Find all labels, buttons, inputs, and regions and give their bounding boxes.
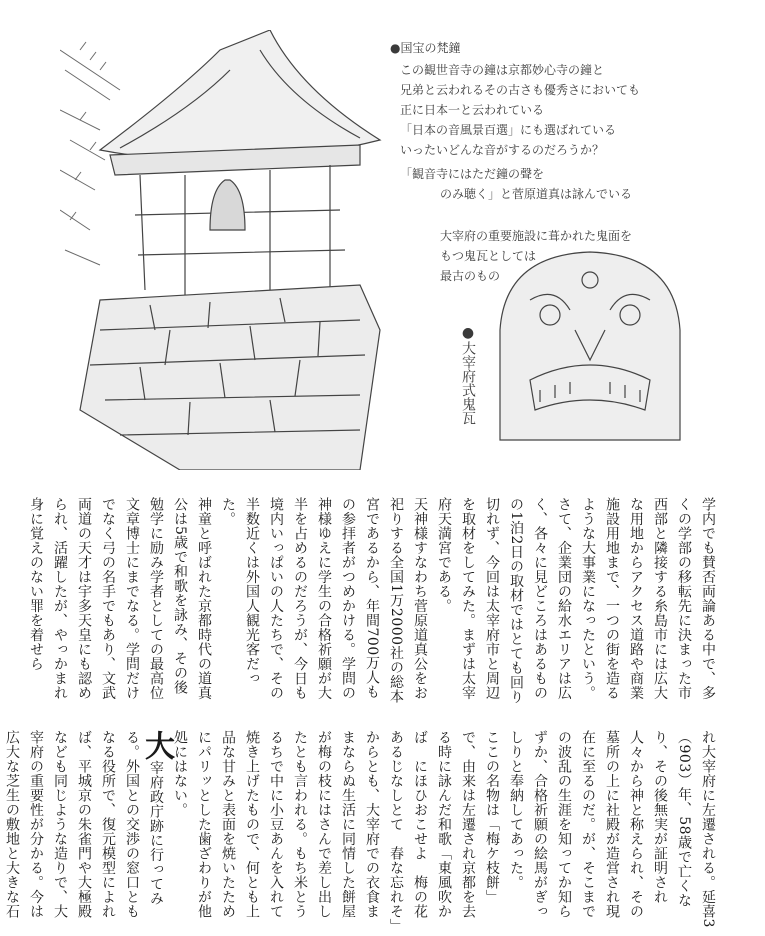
paragraph: 天神様すなわち菅原道真公をお祀りする全国1万2000社の総本宮であるから、年間700万人もの参拝者がつめかける。学問の神様ゆえに学生の合格祈願が大半を占めるのだろうが、今日も境内いっぱいの人たちで、その半数近くは外国人観光客だった。 (220, 497, 428, 704)
sketch-illustration (60, 30, 700, 470)
dropcap: 大 (139, 730, 174, 761)
bell-note-line: 兄弟と云われるその古さも優秀さにおいても (400, 83, 641, 97)
paragraph: さて、企業団の給水エリアは広く、各々に見どころはあるものの1泊2日の取材ではとても回り切れず、今回は太宰府市と周辺を取材をしてみた。まずは太宰府天満宮である。 (436, 497, 572, 705)
bell-note-line: 「観音寺にはただ鐘の聲を (400, 167, 545, 181)
bell-note-line: 正に日本一と云われている (400, 103, 545, 117)
onigawara-note-line: 最古のもの (440, 269, 501, 283)
paragraph-text: 宰府政庁跡に行ってみる。外国との交渉の窓口ともなる役所で、復元模型によれば、平城京の朱雀門や大極殿なども同じような造りで、大宰府の重要性が分かる。今は広大な芝生の敷地と大きな石 (4, 730, 164, 919)
paragraph: 神童と呼ばれた京都時代の道真公は5歳で和歌を詠み、その後勉学に励み学者としての最高位文章博士にまでなる。学問だけでなく弓の名手でもあり、文武両道の天才は宇多天皇にも認められ、活躍したが、やっかまれ身に覚えのない罪を着せら (28, 497, 212, 700)
bell-note-line: いったいどんな音がするのだろうか？ (400, 143, 605, 157)
bell-note-line: この観世音寺の鐘は京都妙心寺の鐘と (400, 63, 605, 77)
onigawara-note-line: 大宰府の重要施設に葺かれた鬼面を (440, 229, 633, 243)
bell-note-line: のみ聴く」と菅原道真は詠んでいる (440, 187, 633, 201)
paragraph-with-dropcap (0, 730, 174, 930)
upper-body-text (28, 497, 720, 709)
onigawara-note-line: もつ鬼瓦としては (440, 249, 537, 263)
bell-note-line: 「日本の音風景百選」にも選ばれている (400, 123, 617, 137)
paragraph: れ大宰府に左遷される。延喜3（903）年、58歳で亡くなり、その後無実が証明され人々から神と称えられ、その墓所の上に社殿が造営され現在に至るのだ。が、そこまでの波乱の生涯を知ってか知らずか、合格祈願の絵馬がぎっしりと奉納してあった。 (508, 730, 716, 928)
paragraph: 学内でも賛否両論ある中で、多くの学部の移転先に決まった市西部と隣接する糸島市には広大な用地からアクセス道路や商業施設用地まで、一つの街を造るような大事業になったという。 (580, 497, 716, 700)
onigawara-label: ●大宰府式鬼瓦 (460, 325, 476, 425)
bell-notes (390, 40, 640, 201)
onigawara-sketch (500, 252, 680, 440)
lower-body-text (4, 730, 720, 933)
paragraph: ここの名物は「梅ケ枝餅」で、由来は左遷され京都を去る時に詠んだ和歌「東風吹かば にほひおこせよ 梅の花 あるじなしとて 春な忘れそ」からとも、大宰府での衣食ままならぬ生活に同情した餅屋が梅の枝にはさんで差し出したとも言われる。もち米とうるちで中に小豆あんを入れて焼き上げたもので、何とも上品な甘みと表面を焼いたためにパリッとした歯ざわりが他処にはない。 (172, 730, 500, 933)
pine-branches (60, 42, 120, 265)
bell-note-title: ●国宝の梵鐘 (390, 41, 461, 55)
bell-tower (80, 30, 380, 470)
